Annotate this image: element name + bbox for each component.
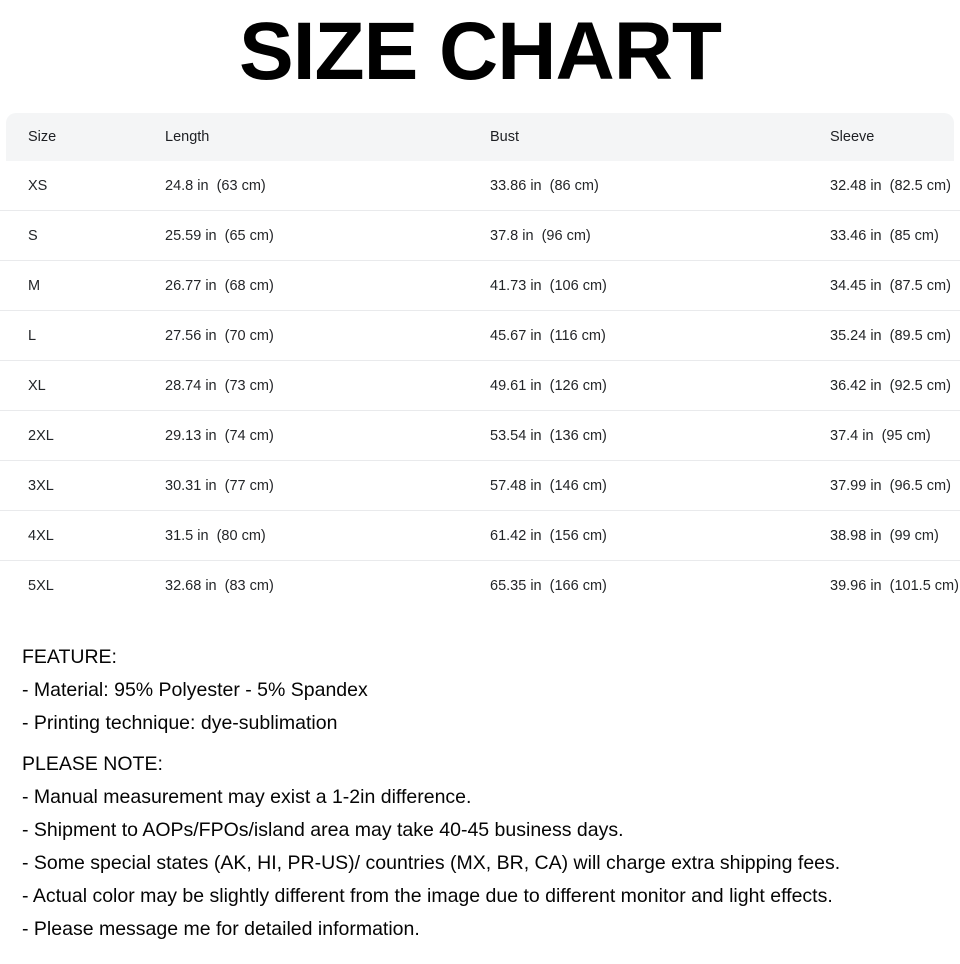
cell-bust: 65.35 in (166 cm) [490,578,607,594]
cell-size: 5XL [28,578,54,594]
cell-bust: 49.61 in (126 cm) [490,377,607,394]
cell-bust: 57.48 in (146 cm) [490,477,607,494]
cell-size: 4XL [28,527,54,544]
cell-sleeve: 38.98 in (99 cm) [830,527,939,544]
col-header-bust: Bust [490,129,520,145]
note-item: - Some special states (AK, HI, PR-US)/ countries (MX, BR, CA) will charge extra shipping fees. [22,852,841,874]
cell-bust: 33.86 in (86 cm) [490,177,599,194]
cell-length: 30.31 in (77 cm) [165,477,274,494]
cell-sleeve: 34.45 in (87.5 cm) [830,277,951,294]
cell-sleeve: 37.99 in (96.5 cm) [830,477,951,494]
cell-sleeve: 32.48 in (82.5 cm) [830,177,951,194]
note-item: - Manual measurement may exist a 1-2in difference. [22,786,472,808]
feature-heading: FEATURE: [22,646,117,668]
cell-length: 25.59 in (65 cm) [165,227,274,244]
cell-sleeve: 39.96 in (101.5 cm) [830,578,959,594]
table-row [0,361,960,411]
cell-size: L [28,327,37,344]
table-row [0,461,960,511]
cell-size: 3XL [28,477,54,494]
cell-size: M [28,277,41,294]
cell-bust: 61.42 in (156 cm) [490,527,607,544]
feature-item: - Printing technique: dye-sublimation [22,712,338,734]
cell-length: 27.56 in (70 cm) [165,327,274,344]
cell-length: 32.68 in (83 cm) [165,578,274,594]
table-row [0,161,960,211]
col-header-sleeve: Sleeve [830,129,875,145]
cell-sleeve: 33.46 in (85 cm) [830,227,939,244]
note-item: - Please message me for detailed information. [22,918,420,940]
cell-bust: 37.8 in (96 cm) [490,227,591,244]
table-header-row [6,113,954,161]
cell-length: 24.8 in (63 cm) [165,177,266,194]
table-row [0,261,960,311]
col-header-size: Size [28,129,57,145]
cell-size: XS [28,177,48,194]
cell-sleeve: 35.24 in (89.5 cm) [830,327,951,344]
cell-sleeve: 37.4 in (95 cm) [830,427,931,444]
table-row [0,311,960,361]
please-note-heading: PLEASE NOTE: [22,753,163,775]
cell-bust: 45.67 in (116 cm) [490,327,606,344]
cell-size: 2XL [28,427,54,444]
feature-item: - Material: 95% Polyester - 5% Spandex [22,679,368,701]
col-header-length: Length [165,129,210,145]
size-chart-page [0,4,960,964]
size-table [0,113,960,611]
cell-size: S [28,227,38,244]
cell-bust: 41.73 in (106 cm) [490,277,607,294]
table-row [0,511,960,561]
cell-length: 31.5 in (80 cm) [165,527,266,544]
cell-bust: 53.54 in (136 cm) [490,427,607,444]
cell-size: XL [28,377,46,394]
table-row [0,211,960,261]
table-row [0,561,960,611]
notes-section [0,647,960,939]
note-item: - Shipment to AOPs/FPOs/island area may take 40-45 business days. [22,819,624,841]
table-row [0,411,960,461]
note-item: - Actual color may be slightly different from the image due to different monitor and light effects. [22,885,833,907]
cell-length: 28.74 in (73 cm) [165,377,274,394]
cell-sleeve: 36.42 in (92.5 cm) [830,377,951,394]
cell-length: 26.77 in (68 cm) [165,277,274,294]
cell-length: 29.13 in (74 cm) [165,427,274,444]
page-title: SIZE CHART [239,6,721,97]
